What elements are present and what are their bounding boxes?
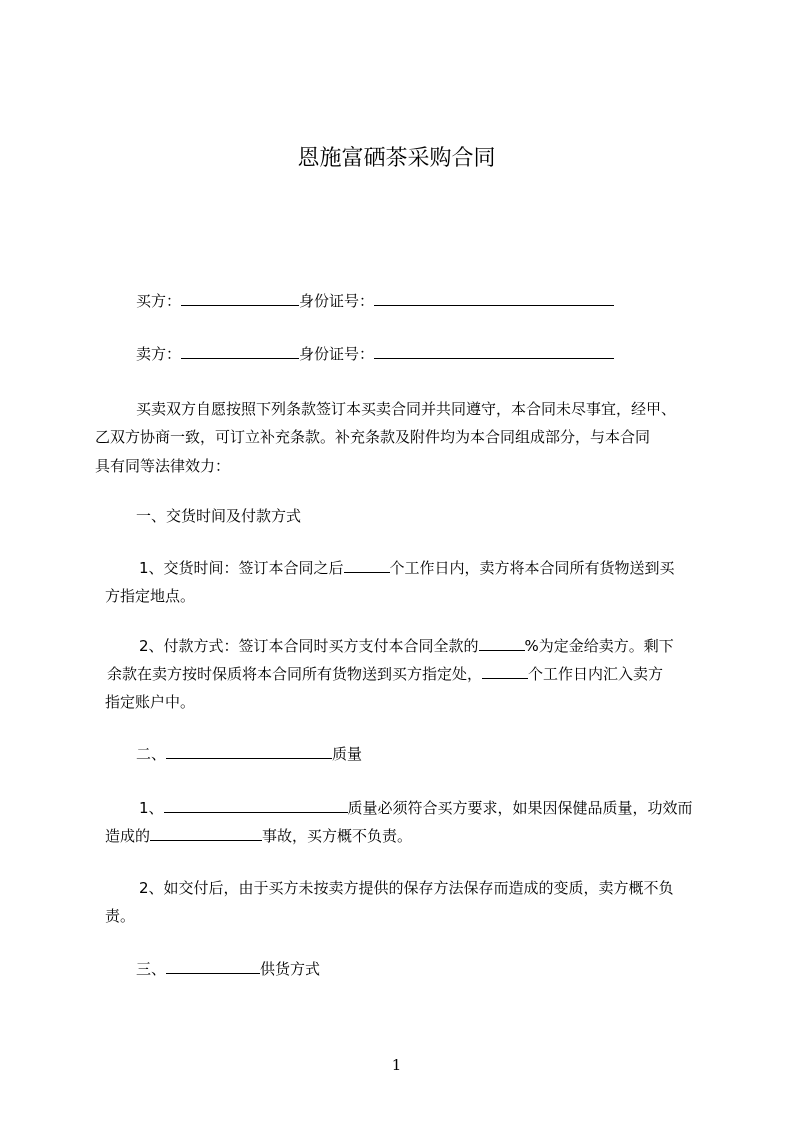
- page-title: 恩施富硒茶采购合同: [297, 146, 496, 171]
- text: 2、付款方式：签订本合同时买方支付本合同全款的: [139, 637, 479, 655]
- section-2-heading: [136, 744, 362, 764]
- accident-blank: [150, 826, 262, 841]
- section-3-heading: [136, 959, 320, 979]
- seller-name-blank: [181, 344, 299, 359]
- workdays-blank: [344, 558, 390, 573]
- preamble-line-3: 具有同等法律效力：: [95, 457, 231, 475]
- text: 1、: [139, 799, 164, 817]
- buyer-line: [136, 291, 614, 311]
- section-2-item-2-line-2: 责。: [105, 907, 136, 925]
- seller-label: 卖方：: [136, 345, 182, 363]
- text: %为定金给卖方。剩下: [524, 637, 674, 655]
- section-2-item-1-line-2: [105, 826, 412, 846]
- text: 供货方式: [260, 960, 321, 978]
- seller-id-blank: [374, 344, 614, 359]
- section-1-heading: 一、交货时间及付款方式: [136, 507, 302, 525]
- text: 事故，买方概不负责。: [262, 827, 413, 845]
- section-1-item-2-line-2: [107, 664, 663, 684]
- section-2-item-1-line-1: [139, 798, 693, 818]
- deposit-percent-blank: [479, 636, 525, 651]
- buyer-id-blank: [374, 291, 614, 306]
- section-1-item-1-line-1: [139, 558, 675, 578]
- preamble-line-1: 买卖双方自愿按照下列条款签订本买卖合同并共同遵守，本合同未尽事宜，经甲、: [136, 400, 677, 418]
- payment-days-blank: [482, 664, 528, 679]
- text: 造成的: [105, 827, 151, 845]
- buyer-id-label: 身份证号：: [299, 292, 375, 310]
- supply-blank: [166, 959, 260, 974]
- text: 质量: [332, 745, 363, 763]
- text: 三、: [136, 960, 167, 978]
- text: 1、交货时间：签订本合同之后: [139, 559, 344, 577]
- buyer-name-blank: [181, 291, 299, 306]
- section-1-item-2-line-1: [139, 636, 674, 656]
- product-quality-blank: [164, 798, 348, 813]
- page-number: 1: [391, 1056, 402, 1074]
- preamble-line-2: 乙双方协商一致，可订立补充条款。补充条款及附件均为本合同组成部分，与本合同: [95, 428, 651, 446]
- text: 个工作日内汇入卖方: [528, 665, 664, 683]
- seller-line: [136, 344, 614, 364]
- section-1-item-2-line-3: 指定账户中。: [105, 693, 196, 711]
- text: 余款在卖方按时保质将本合同所有货物送到买方指定处，: [107, 665, 483, 683]
- text: 二、: [136, 745, 167, 763]
- text: 质量必须符合买方要求，如果因保健品质量，功效而: [347, 799, 693, 817]
- section-2-item-2-line-1: 2、如交付后，由于买方未按卖方提供的保存方法保存而造成的变质，卖方概不负: [139, 879, 674, 897]
- buyer-label: 买方：: [136, 292, 182, 310]
- product-name-blank: [166, 744, 332, 759]
- text: 个工作日内，卖方将本合同所有货物送到买: [389, 559, 675, 577]
- section-1-item-1-line-2: 方指定地点。: [105, 587, 196, 605]
- seller-id-label: 身份证号：: [299, 345, 375, 363]
